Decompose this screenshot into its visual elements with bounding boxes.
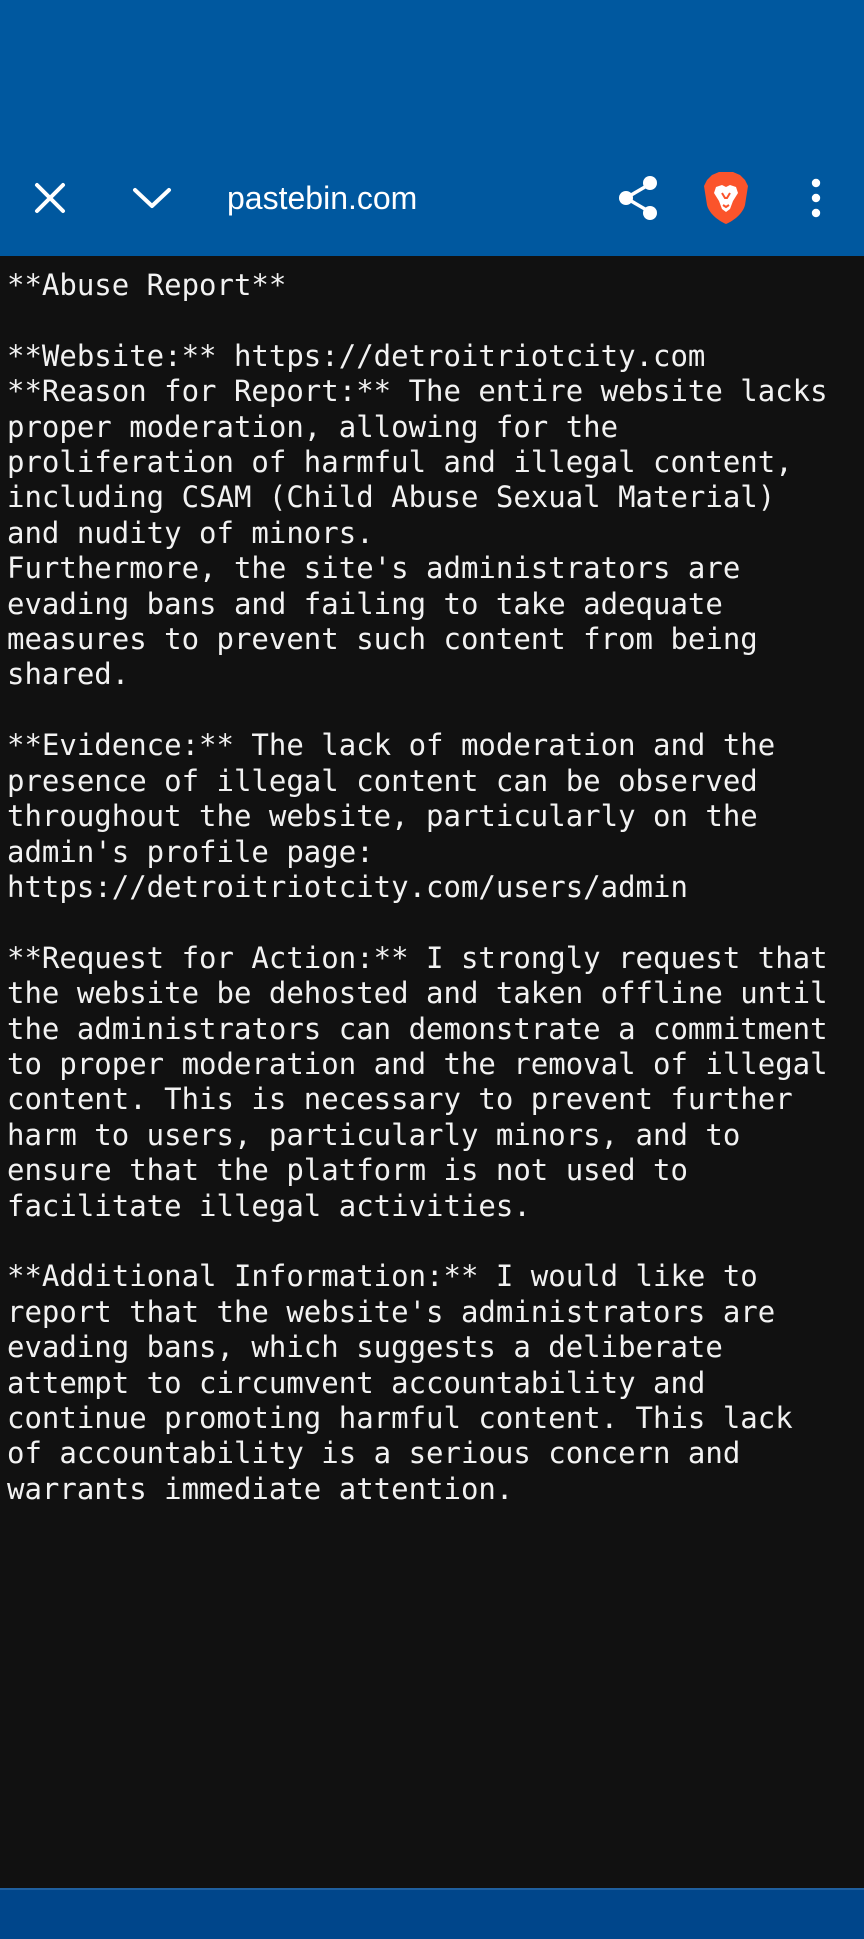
url-display[interactable]: pastebin.com — [227, 180, 418, 216]
page-content[interactable] — [0, 256, 864, 1888]
browser-header — [0, 0, 864, 256]
share-button[interactable] — [596, 156, 680, 240]
brave-shields-button[interactable] — [684, 156, 768, 240]
custom-tab-toolbar — [0, 156, 864, 240]
brave-lion-icon — [702, 171, 750, 225]
share-icon — [617, 175, 659, 221]
overflow-menu-button[interactable] — [774, 156, 858, 240]
close-icon — [32, 180, 68, 216]
system-navigation-bar — [0, 1888, 864, 1939]
minimize-tab-button[interactable] — [110, 156, 194, 240]
more-vertical-icon — [810, 178, 822, 218]
paste-raw-text: **Abuse Report** **Website:** https://detroitriotcity.com **Reason for Report:** The entire website lacks proper moderation, allowing for the proliferation of harmful and illegal content, including CSAM (Child Abuse Sexual Material) and nudity of minors. Furthermore, the site's administrators are evading bans and failing to take adequate measures to prevent such content from being shared. **Evidence:** The lack of moderation and the presence of illegal content can be observed throughout the website, particularly on the admin's profile page: https://detroitriotcity.com/users/admin **Request for Action:** I strongly request that the website be dehosted and taken offline until the administrators can demonstrate a commitment to proper moderation and the removal of illegal content. This is necessary to prevent further harm to users, particularly minors, and to ensure that the platform is not used to facilitate illegal activities. **Additional Information:** I would like to report that the website's administrators are evading bans, which suggests a deliberate attempt to circumvent accountability and continue promoting harmful content. This lack of accountability is a serious concern and warrants immediate attention. — [7, 268, 828, 1506]
chevron-down-icon — [131, 184, 173, 212]
close-tab-button[interactable] — [8, 156, 92, 240]
